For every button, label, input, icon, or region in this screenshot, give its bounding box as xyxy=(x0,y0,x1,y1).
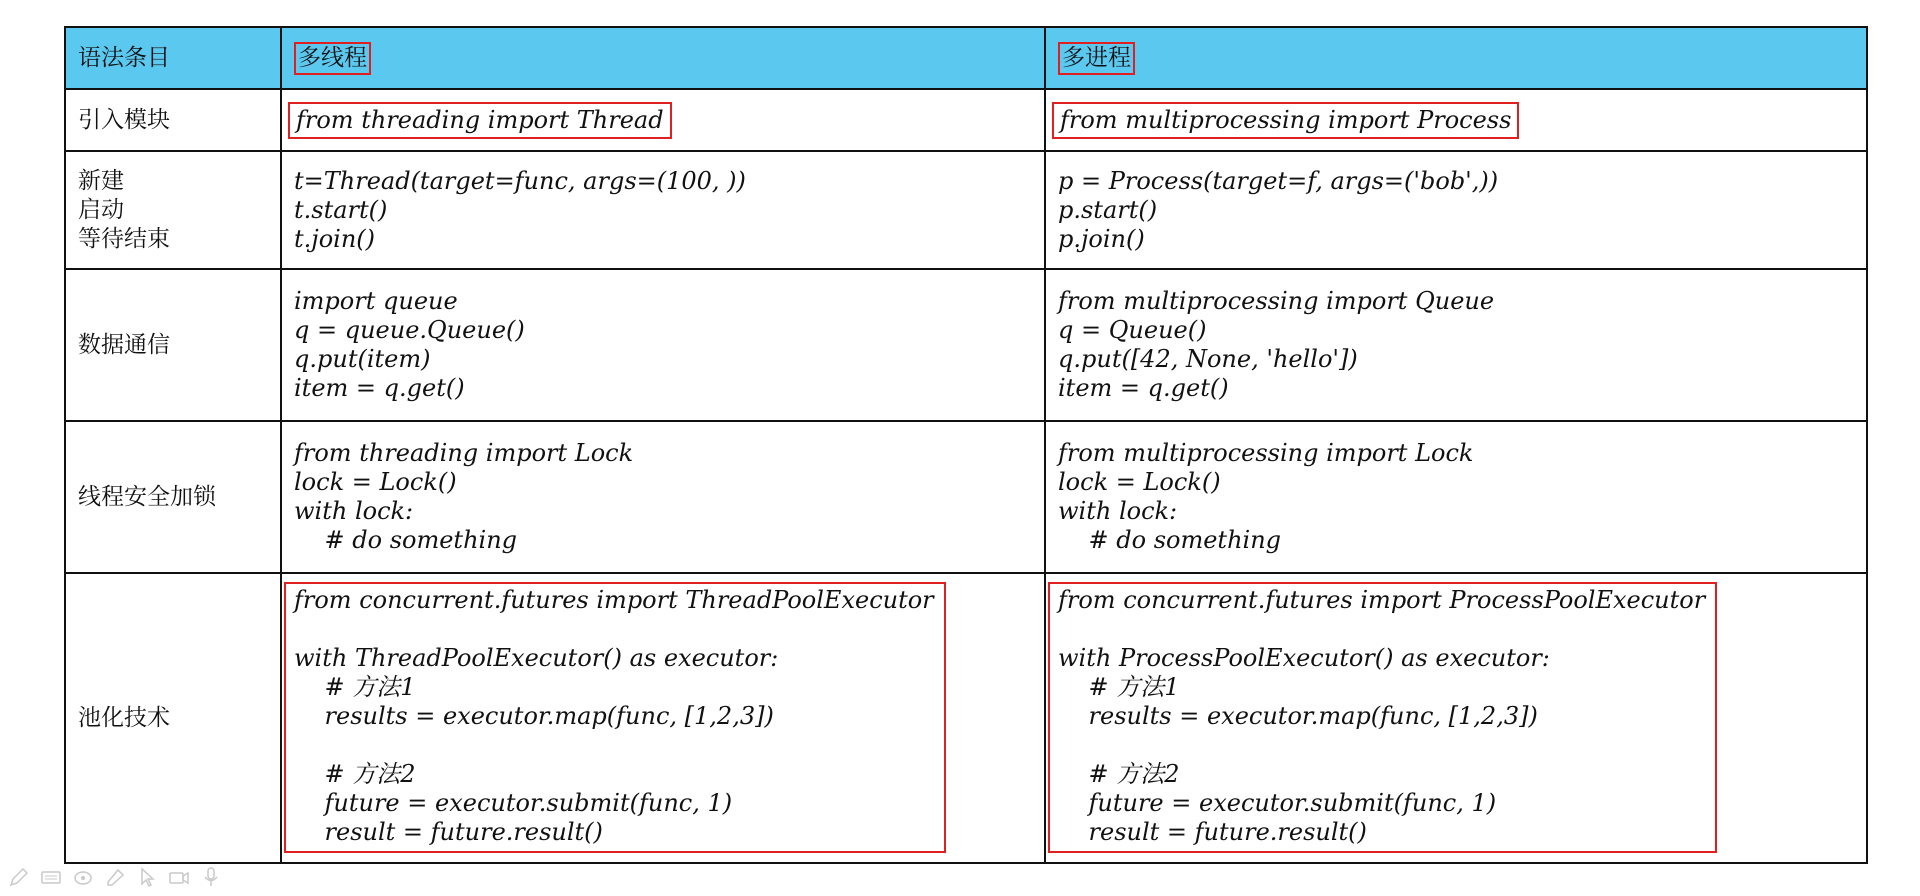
process-code-highlighted: from multiprocessing import Process xyxy=(1052,102,1519,139)
thread-code-highlighted: from threading import Thread xyxy=(288,102,672,139)
thread-code-cell xyxy=(281,421,1045,573)
thread-code-cell xyxy=(281,89,1045,151)
row-label-cell xyxy=(65,573,281,863)
table-row xyxy=(65,573,1867,863)
pen-icon[interactable] xyxy=(8,866,30,888)
keyboard-icon[interactable] xyxy=(40,866,62,888)
thread-code-cell xyxy=(281,151,1045,269)
thread-code: import queue q = queue.Queue() q.put(item) item = q.get() xyxy=(294,287,525,402)
table-row xyxy=(65,151,1867,269)
header-cell-process xyxy=(1045,27,1867,89)
process-code: from multiprocessing import Lock lock = Lock() with lock: # do something xyxy=(1058,439,1474,554)
process-code-cell xyxy=(1045,89,1867,151)
header-cell-thread xyxy=(281,27,1045,89)
process-code: p = Process(target=f, args=('bob',)) p.start() p.join() xyxy=(1058,166,1499,253)
table-row xyxy=(65,421,1867,573)
process-code-highlighted: from concurrent.futures import ProcessPoolExecutor with ProcessPoolExecutor() as executor: # 方法1 results = executor.map(func, [1,2,3]) # 方法2 future = executor.submit(func, 1) result = future.result() xyxy=(1048,582,1717,853)
annotation-toolbar xyxy=(8,866,222,888)
process-code-cell xyxy=(1045,269,1867,421)
thread-code-cell xyxy=(281,269,1045,421)
process-code-cell xyxy=(1045,421,1867,573)
thread-code: t=Thread(target=func, args=(100, )) t.start() t.join() xyxy=(294,166,746,253)
thread-code: from threading import Lock lock = Lock() with lock: # do something xyxy=(294,439,634,554)
row-label: 池化技术 xyxy=(78,704,170,731)
row-label-cell xyxy=(65,269,281,421)
process-code-cell xyxy=(1045,573,1867,863)
row-label: 线程安全加锁 xyxy=(78,483,216,510)
table-row xyxy=(65,89,1867,151)
camera-icon[interactable] xyxy=(168,866,190,888)
pointer-icon[interactable] xyxy=(136,866,158,888)
process-code: from multiprocessing import Queue q = Queue() q.put([42, None, 'hello']) item = q.get() xyxy=(1058,287,1495,402)
eraser-icon[interactable] xyxy=(72,866,94,888)
table-row xyxy=(65,269,1867,421)
header-label-highlighted: 多线程 xyxy=(294,42,371,75)
microphone-icon[interactable] xyxy=(200,866,222,888)
header-cell-item xyxy=(65,27,281,89)
row-label-cell xyxy=(65,421,281,573)
row-label: 数据通信 xyxy=(78,331,170,358)
process-code-cell xyxy=(1045,151,1867,269)
highlighter-icon[interactable] xyxy=(104,866,126,888)
row-label-cell xyxy=(65,151,281,269)
header-label: 语法条目 xyxy=(78,44,170,71)
thread-code-cell xyxy=(281,573,1045,863)
row-label-cell xyxy=(65,89,281,151)
comparison-table xyxy=(64,26,1868,864)
row-label: 引入模块 xyxy=(78,106,170,133)
header-label-highlighted: 多进程 xyxy=(1058,42,1135,75)
row-label: 新建 启动 等待结束 xyxy=(78,167,170,252)
header-row xyxy=(65,27,1867,89)
thread-code-highlighted: from concurrent.futures import ThreadPoolExecutor with ThreadPoolExecutor() as executor: # 方法1 results = executor.map(func, [1,2,3]) # 方法2 future = executor.submit(func, 1) result = future.result() xyxy=(284,582,946,853)
